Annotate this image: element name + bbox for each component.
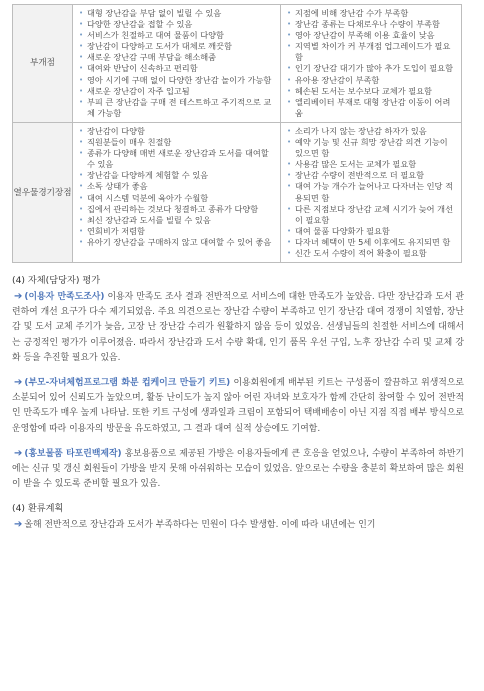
list-item: • 엘리베이터 부재로 대형 장난감 이동이 어려움 <box>287 97 457 119</box>
list-item: • 직원분들이 매우 친절함 <box>79 137 276 148</box>
self-evaluation-section <box>12 274 464 492</box>
table-row <box>13 122 462 262</box>
list-item: • 장난감이 다양함 <box>79 126 276 137</box>
weaknesses-list <box>287 126 457 259</box>
list-item: • 대여 가능 개수가 늘어나고 다자녀는 인당 적용되면 함 <box>287 181 457 203</box>
list-item: • 신간 도서 수량이 적어 확충이 필요함 <box>287 248 457 259</box>
paragraph-text: 이용회원에게 배부된 키트는 구성품이 깔끔하고 위생적으로 소분되어 있어 신뢰도가 높았으며, 활동 난이도가 높지 않아 어린 자녀와 보호자가 함께 간단히 참여할 수 있어 전반적인 만족도가 매우 높게 나타남. 또한 키트 구성에 생과일과 크림이 포함되어 택배배송이 아닌 지점 직접 배부 방식으로 운영함에 따라 이용자의 방문을 유도하였고, 그 결과 대여 실적 상승에도 기여함. <box>12 378 464 434</box>
list-item: • 다른 지점보다 장난감 교체 시기가 늦어 개선이 필요함 <box>287 204 457 226</box>
paragraph-heading: (부모-자녀체험프로그램 화분 컵케이크 만들기 키트) <box>24 378 231 389</box>
section-title: (4) 환류계획 <box>12 502 64 514</box>
list-item: • 유아용 장난감이 부족함 <box>287 75 457 86</box>
list-item: • 대여 시스템 덕분에 육아가 수월함 <box>79 193 276 204</box>
strengths-cell <box>73 122 281 262</box>
list-item: • 새로운 장난감 구매 부담을 해소해줌 <box>79 52 276 63</box>
list-item: • 영아 장난감이 부족해 이용 효율이 낮음 <box>287 30 457 41</box>
arrow-icon: ➔ <box>14 377 23 389</box>
list-item: • 대여 물품 다양화가 필요함 <box>287 226 457 237</box>
weaknesses-cell <box>281 122 462 262</box>
feedback-text: 올해 전반적으로 장난감과 도서가 부족하다는 민원이 다수 발생함. 이에 따라 내년에는 인기 <box>24 519 376 530</box>
evaluation-paragraph <box>12 446 464 493</box>
table-row <box>13 5 462 123</box>
paragraph-heading: (이용자 만족도조사) <box>24 292 105 303</box>
list-item: • 유아기 장난감을 구매하지 않고 대여할 수 있어 좋음 <box>79 237 276 248</box>
row-header: 열우물경기장점 <box>13 122 73 262</box>
strengths-cell <box>73 5 281 123</box>
list-item: • 대형 장난감을 부담 없이 빌릴 수 있음 <box>79 8 276 19</box>
arrow-icon: ➔ <box>14 518 23 530</box>
list-item: • 영아 시기에 구매 없이 다양한 장난감 놀이가 가능함 <box>79 75 276 86</box>
list-item: • 종류가 다양해 매번 새로운 장난감과 도서를 대여할 수 있음 <box>79 148 276 170</box>
strengths-list <box>79 126 276 248</box>
list-item: • 서비스가 친절하고 대여 물품이 다양함 <box>79 30 276 41</box>
weaknesses-cell <box>281 5 462 123</box>
paragraph-text: 이용자 만족도 조사 결과 전반적으로 서비스에 대한 만족도가 높았음. 다만 장난감과 도서 관련하여 개선 요구가 다수 제기되었음. 주요 의견으로는 장난감 수량이 부족하고 인기 장난감 대여 경쟁이 치열함, 장난감 및 도서 교체 주기가 늦음, 고장 난 장난감 수리가 원활하지 않음 등이 있었음. 선생님들의 친절한 서비스에 대해서는 긍정적인 평가가 이루어졌음. 따라서 장난감과 도서 수량 확대, 인기 품목 우선 구입, 노후 장난감 수리 및 교체 강화 등을 추진할 필요가 있음. <box>12 292 464 363</box>
row-header: 부개점 <box>13 5 73 123</box>
list-item: • 부피 큰 장난감을 구매 전 테스트하고 주기적으로 교체 가능함 <box>79 97 276 119</box>
list-item: • 헤손된 도서는 보수보다 교체가 필요함 <box>287 86 457 97</box>
list-item: • 지점에 비해 장난감 수가 부족함 <box>287 8 457 19</box>
list-item: • 장난감을 다양하게 체험할 수 있음 <box>79 170 276 181</box>
list-item: • 소독 상태가 좋음 <box>79 181 276 192</box>
list-item: • 장난감이 다양하고 도서가 대체로 깨끗함 <box>79 41 276 52</box>
arrow-icon: ➔ <box>14 291 23 303</box>
feedback-plan-section <box>12 502 464 533</box>
list-item: • 소리가 나지 않는 장난감 하자가 있음 <box>287 126 457 137</box>
list-item: • 사용감 많은 도서는 교체가 필요함 <box>287 159 457 170</box>
paragraph-heading: (홍보물품 타포린백제작) <box>24 448 122 459</box>
evaluation-paragraph <box>12 289 464 366</box>
evaluation-items <box>12 289 464 492</box>
list-item: • 장난감 종류는 다채로우나 수량이 부족함 <box>287 19 457 30</box>
list-item: • 인기 장난감 대기가 많아 추가 도입이 필요함 <box>287 63 457 74</box>
strengths-list <box>79 8 276 119</box>
paragraph-text: 홍보용품으로 제공된 가방은 이용자들에게 큰 호응을 얻었으나, 수량이 부족하여 하반기에는 신규 및 갱신 회원들이 가방을 받지 못해 아쉬워하는 모습이 있었음. 앞으로는 수량을 충분히 확보하여 많은 회원이 받을 수 있도록 준비할 필요가 있음. <box>12 448 465 490</box>
list-item: • 집에서 관리하는 것보다 청결하고 종류가 다양함 <box>79 204 276 215</box>
list-item: • 최신 장난감과 도서를 빌릴 수 있음 <box>79 215 276 226</box>
feedback-paragraph <box>12 517 464 533</box>
survey-opinion-table <box>12 4 462 263</box>
list-item: • 연회비가 저렴함 <box>79 226 276 237</box>
weaknesses-list <box>287 8 457 119</box>
list-item: • 다양한 장난감을 접할 수 있음 <box>79 19 276 30</box>
list-item: • 다자녀 혜택이 만 5세 이후에도 유지되면 함 <box>287 237 457 248</box>
table-body <box>13 5 462 263</box>
list-item: • 지역별 차이가 커 부개점 업그레이드가 필요함 <box>287 41 457 63</box>
evaluation-paragraph <box>12 375 464 437</box>
section-title: (4) 자체(담당자) 평가 <box>12 275 101 287</box>
list-item: • 장난감 수량이 전반적으로 더 필요함 <box>287 170 457 181</box>
list-item: • 새로운 장난감이 자주 입고됨 <box>79 86 276 97</box>
list-item: • 예약 기능 및 신규 희망 장난감 의견 기능이 있으면 함 <box>287 137 457 159</box>
arrow-icon: ➔ <box>14 447 23 459</box>
list-item: • 대여와 반납이 신속하고 편리함 <box>79 63 276 74</box>
